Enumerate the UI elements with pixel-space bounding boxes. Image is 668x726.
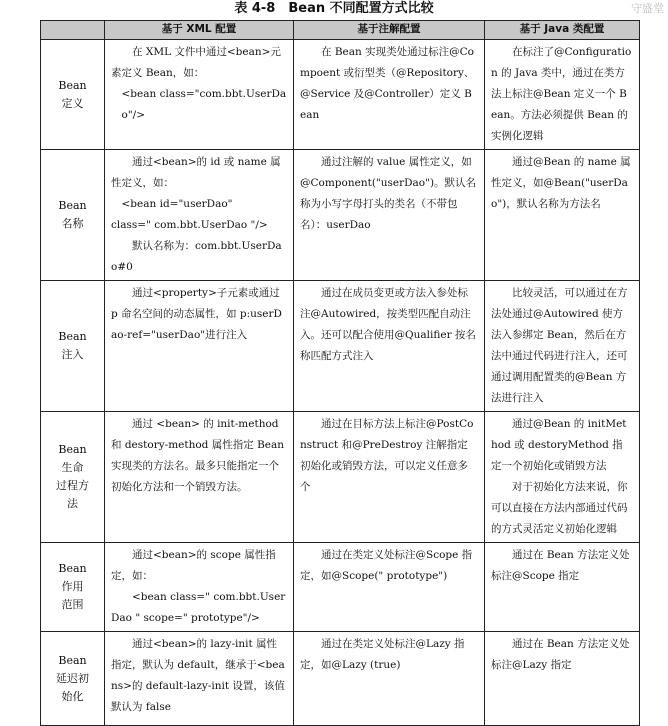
annotation-cell xyxy=(294,40,485,150)
cell-text: 通过在 Bean 方法定义处标注@Lazy 指定 xyxy=(491,638,630,671)
header-annotation: 基于注解配置 xyxy=(294,21,485,40)
row-head-line: 作用 xyxy=(61,580,84,593)
table-row xyxy=(41,543,640,632)
cell-text: 通过<bean>的 id 或 name 属性定义，如： xyxy=(111,156,281,189)
cell-text: 默认名称为：com.bbt.UserDao#0 xyxy=(111,240,282,273)
xml-cell xyxy=(105,632,294,726)
row-head xyxy=(41,150,105,281)
annotation-cell xyxy=(294,281,485,412)
row-head xyxy=(41,543,105,632)
annotation-cell xyxy=(294,150,485,281)
cell-text: 通过<bean>的 lazy-init 属性指定，默认为 default，继承于<beans>的 default-lazy-init 设置，该值默认为 false xyxy=(111,638,285,713)
row-head-line: Bean xyxy=(58,562,87,575)
table-row xyxy=(41,632,640,726)
java-cell xyxy=(485,412,640,543)
cell-text: 比较灵活，可以通过在方法处通过@Autowired 使方法入参绑定 Bean，然后在方法中通过代码进行注入，还可通过调用配置类的@Bean 方法进行注入 xyxy=(491,287,628,404)
cell-text: 通过@Bean 的 initMethod 或 destoryMethod 指定一个初始化或销毁方法 xyxy=(491,418,627,472)
table-row xyxy=(41,412,640,543)
cell-text: 通过在 Bean 方法定义处标注@Scope 指定 xyxy=(491,549,630,582)
cell-text: 通过<property>子元素或通过 p 命名空间的动态属性，如 p:userDao-ref="userDao"进行注入 xyxy=(111,287,282,341)
row-head-line: 范围 xyxy=(61,598,84,611)
annotation-cell xyxy=(294,412,485,543)
table-title: 表 4-8 Bean 不同配置方式比较 xyxy=(234,1,434,16)
java-cell xyxy=(485,40,640,150)
cell-text: <bean class=" com.bbt.UserDao " scope=" prototype"/> xyxy=(111,591,286,624)
cell-text: <bean class="com.bbt.UserDao"/> xyxy=(121,88,287,121)
annotation-cell xyxy=(294,543,485,632)
row-head-line: Bean xyxy=(58,653,87,667)
cell-text: class=" com.bbt.UserDao "/> xyxy=(111,219,268,231)
row-head xyxy=(41,632,105,726)
java-cell xyxy=(485,281,640,412)
cell-text: 通过在类定义处标注@Scope 指定，如@Scope(" prototype") xyxy=(300,549,473,582)
row-head xyxy=(41,40,105,150)
row-head-line: 延迟初 xyxy=(56,671,89,685)
row-head-line: 法 xyxy=(67,497,78,510)
watermark-text: 守盛堂 xyxy=(631,2,664,15)
header-row xyxy=(41,21,640,40)
xml-cell xyxy=(105,40,294,150)
row-head-line: Bean xyxy=(58,443,87,456)
row-head xyxy=(41,281,105,412)
row-head-line: Bean xyxy=(58,199,87,212)
header-xml: 基于 XML 配置 xyxy=(105,21,294,40)
java-cell xyxy=(485,150,640,281)
java-cell xyxy=(485,632,640,726)
row-head-line: 注入 xyxy=(61,348,84,361)
cell-text: 在 Bean 实现类处通过标注@Compoent 或衍型类（@Repository、@Service 及@Controller）定义 Bean xyxy=(300,46,475,121)
cell-text: 通过在类定义处标注@Lazy 指定，如@Lazy (true) xyxy=(300,638,465,671)
xml-cell xyxy=(105,543,294,632)
row-head-line: 定义 xyxy=(61,96,84,110)
cell-text: 通过注解的 value 属性定义，如@Component("userDao")。默认名称为小写字母打头的类名（不带包名）：userDao xyxy=(300,156,477,231)
cell-text: 通过<bean>的 scope 属性指定，如： xyxy=(111,549,276,582)
cell-text: 在标注了@Configuration 的 Java 类中，通过在类方法上标注@Bean 定义一个 Bean。方法必须提供 Bean 的实例化逻辑 xyxy=(491,46,632,142)
cell-text: <bean id="userDao" xyxy=(121,198,233,210)
table-row xyxy=(41,281,640,412)
row-head xyxy=(41,412,105,543)
cell-text: 通过 <bean> 的 init-method 和 destory-method 属性指定 Bean 实现类的方法名。最多只能指定一个初始化方法和一个销毁方法。 xyxy=(111,418,285,493)
header-corner xyxy=(41,21,105,40)
xml-cell xyxy=(105,281,294,412)
xml-cell xyxy=(105,150,294,281)
cell-text: 在 XML 文件中通过<bean>元素定义 Bean，如： xyxy=(111,46,281,79)
cell-text: 通过@Bean 的 name 属性定义，如@Bean("userDao")，默认名称为方法名 xyxy=(491,156,631,210)
row-head-line: 始化 xyxy=(61,689,84,703)
row-head-line: Bean xyxy=(58,78,87,92)
comparison-table xyxy=(40,20,640,726)
row-head-line: 过程方 xyxy=(56,479,89,492)
row-head-line: Bean xyxy=(58,330,87,343)
row-head-line: 生命 xyxy=(61,461,84,474)
annotation-cell xyxy=(294,632,485,726)
row-head-line: 名称 xyxy=(61,217,84,230)
header-java: 基于 Java 类配置 xyxy=(485,21,640,40)
xml-cell xyxy=(105,412,294,543)
cell-text: 通过在成员变更或方法入参处标注@Autowired，按类型匹配自动注入。还可以配合使用@Qualifier 按名称匹配方式注入 xyxy=(300,287,476,362)
table-row xyxy=(41,150,640,281)
cell-text: 通过在目标方法上标注@PostConstruct 和@PreDestroy 注解指定初始化或销毁方法，可以定义任意多个 xyxy=(300,418,474,493)
cell-text: 对于初始化方法来说，你可以直接在方法内部通过代码的方式灵活定义初始化逻辑 xyxy=(491,481,628,535)
table-row xyxy=(41,40,640,150)
java-cell xyxy=(485,543,640,632)
